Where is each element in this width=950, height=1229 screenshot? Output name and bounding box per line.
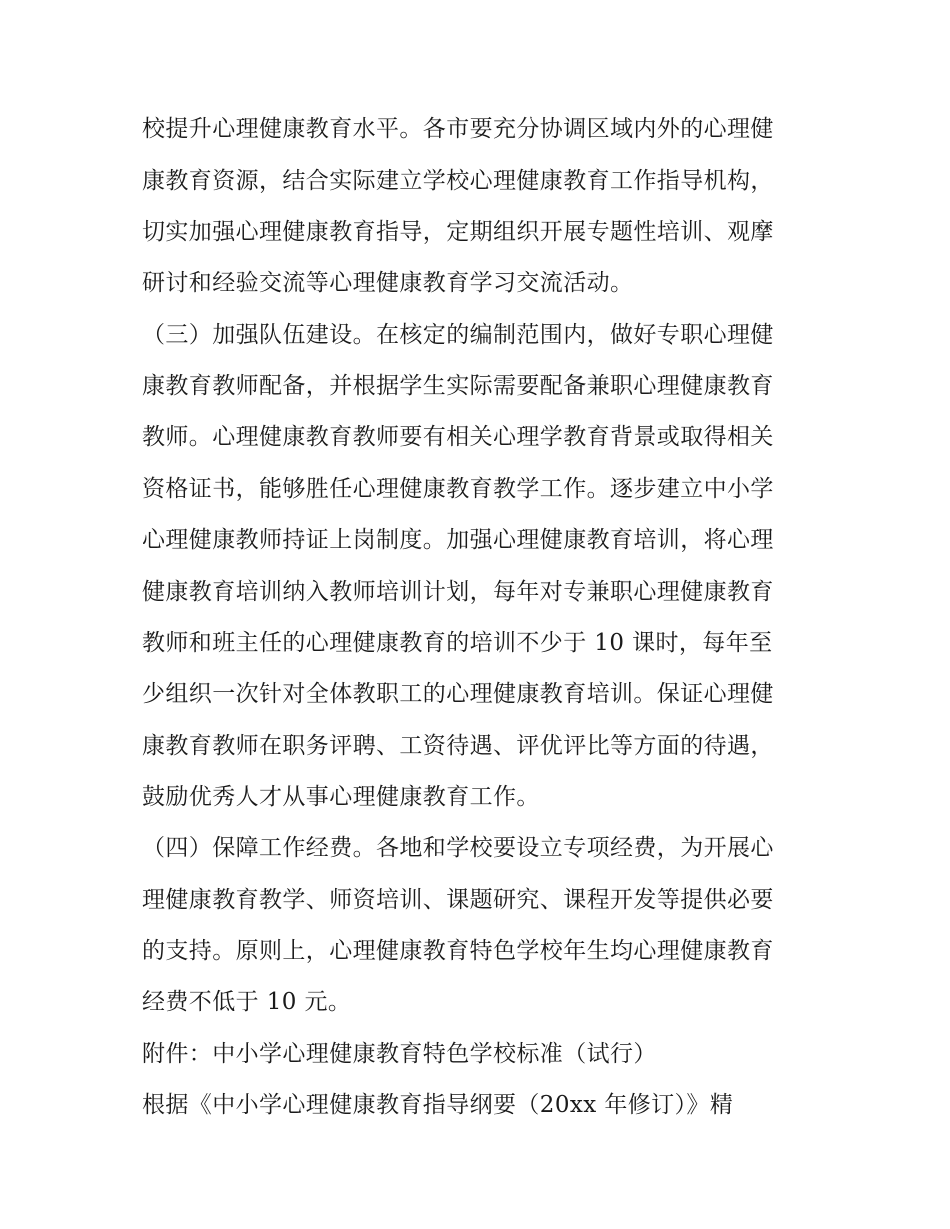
text-line: 经费不低于 10 元。	[142, 989, 352, 1015]
text-line: 切实加强心理健康教育指导，定期组织开展专题性培训、观摩	[142, 219, 774, 245]
text-line: 根据《中小学心理健康教育指导纲要（20xx 年修订）》精	[142, 1092, 734, 1118]
text-line: 研讨和经验交流等心理健康教育学习交流活动。	[142, 270, 634, 296]
text-line: 理健康教育教学、师资培训、课题研究、课程开发等提供必要	[142, 887, 774, 913]
attachment-line: 附件：中小学心理健康教育特色学校标准（试行）	[142, 1041, 657, 1067]
text-line: 健康教育培训纳入教师培训计划，每年对专兼职心理健康教育	[142, 579, 774, 605]
text-line: 资格证书，能够胜任心理健康教育教学工作。逐步建立中小学	[142, 476, 774, 502]
text-line: 教师和班主任的心理健康教育的培训不少于 10 课时，每年至	[142, 630, 773, 656]
section-heading-line: （三）加强队伍建设。在核定的编制范围内，做好专职心理健	[142, 322, 774, 348]
text-line: 鼓励优秀人才从事心理健康教育工作。	[142, 784, 540, 810]
text-line: 校提升心理健康教育水平。各市要充分协调区域内外的心理健	[142, 116, 774, 142]
text-line: 少组织一次针对全体教职工的心理健康教育培训。保证心理健	[142, 681, 774, 707]
text-line: 康教育资源，结合实际建立学校心理健康教育工作指导机构，	[142, 168, 774, 194]
section-heading-line: （四）保障工作经费。各地和学校要设立专项经费，为开展心	[142, 835, 774, 861]
text-line: 的支持。原则上，心理健康教育特色学校年生均心理健康教育	[142, 938, 774, 964]
text-line: 心理健康教师持证上岗制度。加强心理健康教育培训，将心理	[142, 527, 774, 553]
text-line: 康教育教师配备，并根据学生实际需要配备兼职心理健康教育	[142, 373, 774, 399]
text-line: 康教育教师在职务评聘、工资待遇、评优评比等方面的待遇，	[142, 733, 774, 759]
text-line: 教师。心理健康教育教师要有相关心理学教育背景或取得相关	[142, 424, 774, 450]
